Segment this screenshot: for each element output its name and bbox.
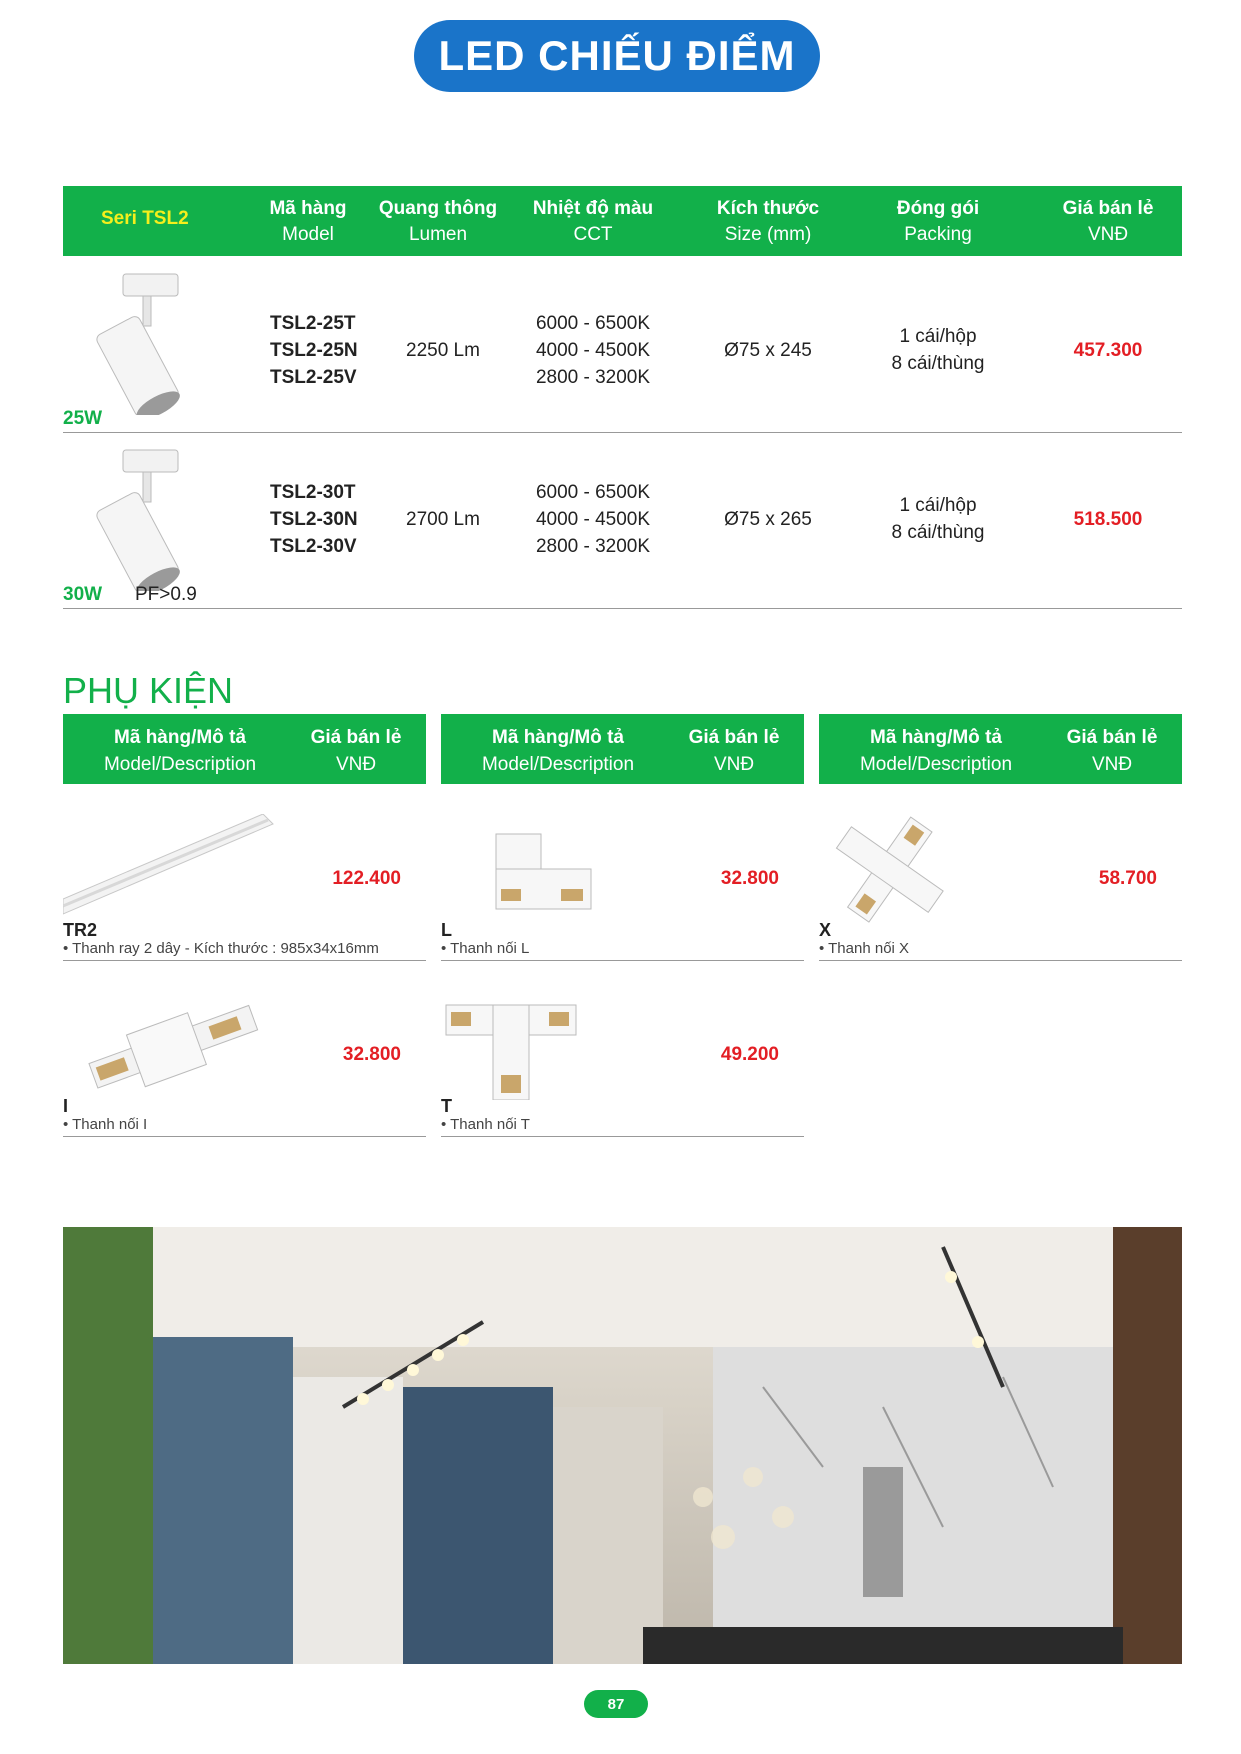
size-value: Ø75 x 265 (724, 509, 812, 530)
header-lumen: Quang thông Lumen (378, 198, 498, 245)
cct-list: 6000 - 6500K 4000 - 4500K 2800 - 3200K (535, 313, 651, 388)
interior-photo (63, 1227, 1182, 1664)
accessory-code: T (441, 1096, 452, 1116)
accessory-description: • Thanh nối X (819, 940, 910, 957)
accessory-price: 49.200 (720, 1044, 779, 1065)
l-connector-icon (441, 814, 671, 924)
track-spotlight-icon (83, 446, 193, 591)
track-spotlight-icon (83, 270, 193, 415)
size-value: Ø75 x 245 (724, 340, 812, 361)
packing-list: 1 cái/hộp 8 cái/thùng (891, 326, 985, 374)
accessory-item (819, 810, 1182, 961)
accessory-code: TR2 (63, 920, 98, 940)
accessory-description: • Thanh nối L (441, 940, 530, 957)
packing-list: 1 cái/hộp 8 cái/thùng (891, 495, 985, 543)
accessory-header: Mã hàng/Mô tả Model/Description Giá bán lẻ VNĐ (63, 714, 426, 784)
price-value: 457.300 (1073, 340, 1143, 361)
price-value: 518.500 (1073, 509, 1143, 530)
t-connector-icon (441, 990, 671, 1100)
header-packing: Đóng gói Packing (896, 198, 980, 245)
lumen-value: 2700 Lm (406, 509, 480, 530)
accessory-code: I (63, 1096, 69, 1116)
accessory-item (441, 810, 804, 961)
page-number: 87 (584, 1690, 648, 1718)
i-connector-icon (63, 990, 293, 1100)
accessory-price: 122.400 (332, 868, 401, 889)
accessory-price: 58.700 (1098, 868, 1157, 889)
cct-list: 6000 - 6500K 4000 - 4500K 2800 - 3200K (535, 482, 651, 557)
table-row (63, 256, 1182, 433)
accessory-description: • Thanh nối I (63, 1116, 148, 1133)
x-connector-icon (819, 814, 1049, 924)
accessory-code: L (441, 920, 452, 940)
accessory-item (63, 986, 426, 1137)
accessories-title: PHỤ KIỆN (63, 670, 234, 711)
accessory-price: 32.800 (342, 1044, 401, 1065)
lumen-value: 2250 Lm (406, 340, 480, 361)
accessory-item (441, 986, 804, 1137)
spec-table-header (63, 186, 1182, 256)
wattage-label: 30W (63, 584, 103, 605)
accessory-header: Mã hàng/Mô tả Model/Description Giá bán lẻ VNĐ (819, 714, 1182, 784)
header-size: Kích thước Size (mm) (716, 198, 820, 245)
accessory-description: • Thanh ray 2 dây - Kích thước : 985x34x16mm (63, 940, 379, 957)
track-rail-icon (63, 814, 293, 924)
accessory-header: Mã hàng/Mô tả Model/Description Giá bán lẻ VNĐ (441, 714, 804, 784)
accessory-description: • Thanh nối T (441, 1116, 530, 1133)
accessory-item (63, 810, 426, 961)
wattage-label: 25W (63, 408, 103, 429)
page-title: LED CHIẾU ĐIỂM (414, 20, 820, 92)
table-row (63, 432, 1182, 609)
power-factor-label: PF>0.9 (135, 584, 197, 605)
series-label: Seri TSL2 (101, 208, 189, 229)
header-price: Giá bán lẻ VNĐ (1062, 198, 1154, 245)
model-list: TSL2-30T TSL2-30N TSL2-30V (270, 482, 358, 557)
model-list: TSL2-25T TSL2-25N TSL2-25V (270, 313, 358, 388)
accessory-code: X (819, 920, 832, 940)
header-cct: Nhiệt độ màu CCT (532, 198, 654, 245)
accessory-price: 32.800 (720, 868, 779, 889)
header-model: Mã hàng Model (269, 198, 347, 245)
